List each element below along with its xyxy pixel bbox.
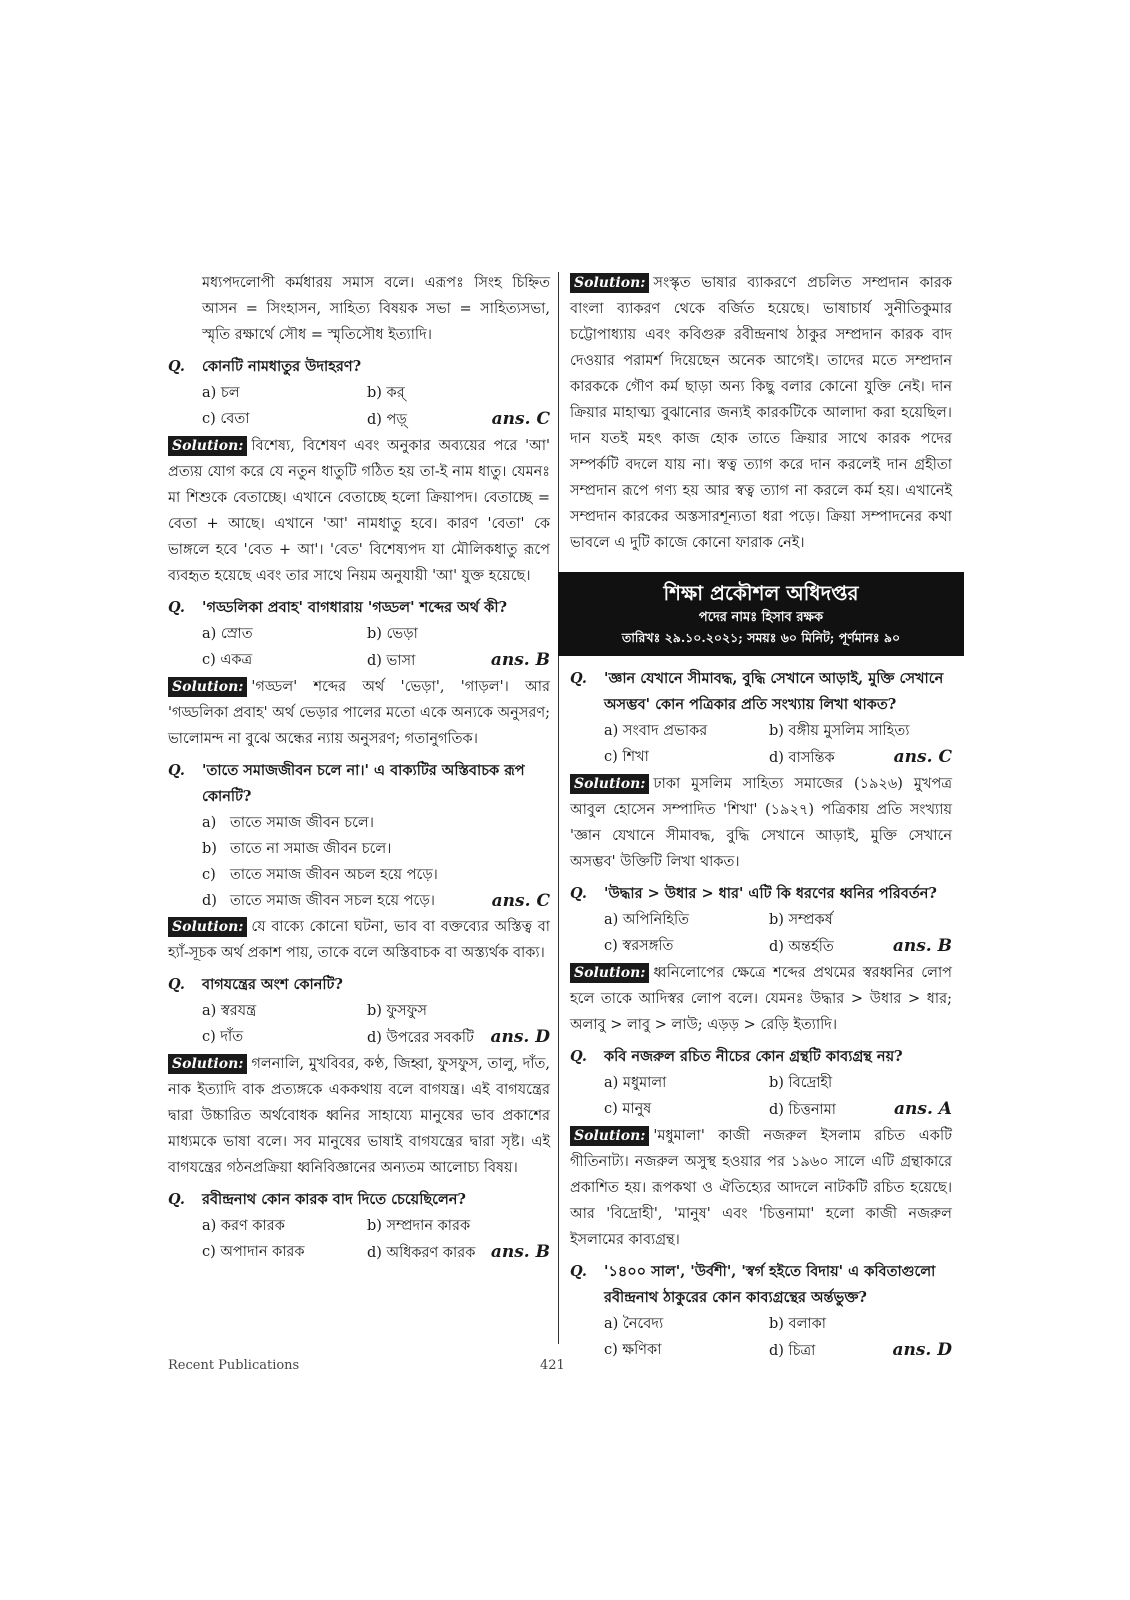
question-text: রবীন্দ্রনাথ কোন কারক বাদ দিতে চেয়েছিলেন? xyxy=(202,1191,466,1208)
option-text: তাতে না সমাজ জীবন চলে। xyxy=(230,841,392,857)
option-d-row xyxy=(769,744,952,771)
option-a: a) স্রোত xyxy=(202,626,253,642)
solution-badge: Solution: xyxy=(168,677,247,697)
option-d-row xyxy=(769,1337,952,1364)
solution-badge: Solution: xyxy=(570,774,649,794)
answer-label: ans. D xyxy=(490,1027,550,1047)
option-b: b) ভেড়া xyxy=(367,626,418,642)
question-text: 'গড্ডলিকা প্রবাহ' বাগধারায় 'গড্ডল' শব্দের অর্থ কী? xyxy=(202,599,507,616)
solution-badge: Solution: xyxy=(168,917,247,937)
options-q4 xyxy=(168,998,550,1051)
option-a: a) স্বরযন্ত্র xyxy=(202,1003,257,1019)
option-c: c) ক্ষণিকা xyxy=(604,1342,662,1358)
solution-q4 xyxy=(168,1051,550,1181)
option-a: a) চল xyxy=(202,385,240,401)
answer-label: ans. A xyxy=(894,1099,952,1119)
solution-text: বিশেষ্য, বিশেষণ এবং অনুকার অব্যয়ের পরে 'আ' প্রত্যয় যোগ করে যে নতুন ধাতুটি গঠিত হয় তা-ই নাম ধাতু। যেমনঃ মা শিশুকে বেতাচ্ছে। এখানে বেতাচ্ছে হলো ক্রিয়াপদ। বেতাচ্ছে = বেতা + আছে। এখানে 'আ' নামধাতু হবে। কারণ 'বেতা' কে ভাঙ্গলে হবে 'বেত + আ'। 'বেত' বিশেষ্যপদ যা মৌলিকধাতু রূপে ব্যবহৃত হয়েছে এবং তার সাথে নিয়ম অনুযায়ী 'আ' যুক্ত হয়েছে। xyxy=(168,438,550,584)
question-text: 'তাতে সমাজজীবন চলে না।' এ বাক্যটির অস্তিবাচক রূপ কোনটি? xyxy=(202,762,525,805)
question-marker: Q. xyxy=(168,1191,185,1208)
answer-label: ans. D xyxy=(892,1340,952,1360)
option-b xyxy=(202,836,550,862)
solution-badge: Solution: xyxy=(570,963,649,983)
option-c: c) একত্র xyxy=(202,652,253,668)
options-q6 xyxy=(570,718,952,771)
solution-q5 xyxy=(570,270,952,556)
solution-text: 'মধুমালা' কাজী নজরুল ইসলাম রচিত একটি গীতিনাট্য। নজরুল অসুস্থ হওয়ার পর ১৯৬০ সালে এটি গ্রন্থাকারে প্রকাশিত হয়। রূপকথা ও ঐতিহ্যের আদলে নাটকটি রচিত হয়েছে। আর 'বিদ্রোহী', 'মানুষ' এবং 'চিত্তনামা' হলো কাজী নজরুল ইসলামের কাব্যগ্রন্থ। xyxy=(570,1128,952,1248)
solution-text: যে বাক্যে কোনো ঘটনা, ভাব বা বক্তব্যের অস্তিত্ব বা হ্যাঁ-সূচক অর্থ প্রকাশ পায়, তাকে বলে অস্তিবাচক বা অস্ত্যর্থক বাক্য। xyxy=(168,919,550,961)
solution-q2 xyxy=(168,674,550,752)
solution-badge: Solution: xyxy=(168,1054,247,1074)
banner-title: শিক্ষা প্রকৌশল অধিদপ্তর xyxy=(663,581,859,605)
option-a xyxy=(202,810,550,836)
question-text: কবি নজরুল রচিত নীচের কোন গ্রন্থটি কাব্যগ্রন্থ নয়? xyxy=(604,1048,903,1065)
answer-label: ans. C xyxy=(491,891,550,911)
question-marker: Q. xyxy=(168,358,185,375)
solution-q3 xyxy=(168,914,550,966)
option-letter: a) xyxy=(202,815,217,831)
solution-q1 xyxy=(168,433,550,589)
option-a: a) সংবাদ প্রভাকর xyxy=(604,723,708,739)
option-b: b) সম্প্রকর্ষ xyxy=(769,912,833,928)
solution-text: সংস্কৃত ভাষার ব্যাকরণে প্রচলিত সম্প্রদান কারক বাংলা ব্যাকরণ থেকে বর্জিত হয়েছে। ভাষাচার্য সুনীতিকুমার চট্টোপাধ্যায় এবং কবিগুরু রবীন্দ্রনাথ ঠাকুর সম্প্রদান কারক বাদ দেওয়ার পরামর্শ দিয়েছেন অনেক আগেই। তাদের মতে সম্প্রদান কারককে গৌণ কর্ম ছাড়া অন্য কিছু বলার কোনো যুক্তি নেই। দান ক্রিয়ার মাহাত্ম্য বুঝানোর জন্যই কারকটিকে আলাদা করা হয়েছিল। দান যতই মহৎ কাজ হোক তাতে ক্রিয়ার সাথে কারক পদের সম্পর্কটি বদলে যায় না। স্বত্ব ত্যাগ করে দান করলেই দান গ্রহীতা সম্প্রদান রূপে গণ্য হয় আর স্বত্ব ত্যাগ না করলে কর্ম হয়। এখানেই সম্প্রদান কারকের অস্তসারশূন্যতা ধরা পড়ে। ক্রিয়া সম্পাদনের কথা ভাবলে এ দুটি কাজে কোনো ফারাক নেই। xyxy=(570,275,952,551)
solution-text: গলনালি, মুখবিবর, কণ্ঠ, জিহ্বা, ফুসফুস, তালু, দাঁত, নাক ইত্যাদি বাক প্রত্যঙ্গকে এককথায় বলে বাগযন্ত্র। এই বাগযন্ত্রের দ্বারা উচ্চারিত অর্থবোধক ধ্বনির সাহায্যে মানুষের ভাব প্রকাশের মাধ্যমকে ভাষা বলে। সব মানুষের ভাষাই বাগযন্ত্রের দ্বারা সৃষ্ট। এই বাগযন্ত্রের গঠনপ্রক্রিয়া ধ্বনিবিজ্ঞানের অন্যতম আলোচ্য বিষয়। xyxy=(168,1056,550,1176)
column-divider xyxy=(558,272,559,1344)
option-b: b) ফুসফুস xyxy=(367,1003,427,1019)
option-d-row xyxy=(769,933,952,960)
option-c: c) দাঁত xyxy=(202,1029,244,1045)
option-d: d) অন্তর্হতি xyxy=(769,939,834,955)
answer-label: ans. B xyxy=(490,1242,550,1262)
option-d: d) উপরের সবকটি xyxy=(367,1030,474,1046)
question-text: কোনটি নামধাতুর উদাহরণ? xyxy=(202,358,362,375)
option-letter: d) xyxy=(202,893,217,909)
solution-badge: Solution: xyxy=(570,273,649,293)
option-b: b) বঙ্গীয় মুসলিম সাহিত্য xyxy=(769,723,910,739)
option-d: d) বাসন্তিক xyxy=(769,750,835,766)
option-d: d) চিত্রা xyxy=(769,1343,816,1359)
question-6 xyxy=(570,666,952,718)
option-letter: b) xyxy=(202,841,217,857)
solution-q8 xyxy=(570,1123,952,1253)
option-c: c) বেতা xyxy=(202,411,250,427)
options-q3 xyxy=(168,810,550,914)
question-marker: Q. xyxy=(570,885,587,902)
solution-q6 xyxy=(570,771,952,875)
banner-meta: তারিখঃ ২৯.১০.২০২১; সময়ঃ ৬০ মিনিট; পূর্ণমানঃ ৯০ xyxy=(621,630,901,645)
options-q8 xyxy=(570,1070,952,1123)
question-marker: Q. xyxy=(168,599,185,616)
question-marker: Q. xyxy=(570,1263,587,1280)
question-3 xyxy=(168,758,550,810)
question-marker: Q. xyxy=(168,976,185,993)
solution-badge: Solution: xyxy=(570,1126,649,1146)
option-d: d) ভাসা xyxy=(367,653,416,669)
question-8 xyxy=(570,1044,952,1070)
option-a: a) নৈবেদ্য xyxy=(604,1316,664,1332)
options-q9 xyxy=(570,1311,952,1364)
question-text: 'জ্ঞান যেখানে সীমাবদ্ধ, বুদ্ধি সেখানে আড়াই, মুক্তি সেখানে অসম্ভব' কোন পত্রিকার প্রতি সংখ্যায় লিখা থাকত? xyxy=(604,670,944,713)
option-c xyxy=(202,862,550,888)
right-column xyxy=(570,270,952,1364)
option-b: b) বিদ্রোহী xyxy=(769,1075,833,1091)
option-d-row xyxy=(367,647,550,674)
option-b: b) কর্ xyxy=(367,385,405,401)
question-marker: Q. xyxy=(570,1048,587,1065)
option-d-row xyxy=(367,1024,550,1051)
solution-text: ঢাকা মুসলিম সাহিত্য সমাজের (১৯২৬) মুখপত্র আবুল হোসেন সম্পাদিত 'শিখা' (১৯২৭) পত্রিকায় প্রতি সংখ্যায় 'জ্ঞান যেখানে সীমাবদ্ধ, বুদ্ধি সেখানে আড়াই, মুক্তি সেখানে অসম্ভব' উক্তিটি লিখা থাকত। xyxy=(570,776,952,870)
exam-banner xyxy=(558,572,964,656)
question-4 xyxy=(168,972,550,998)
option-c: c) অপাদান কারক xyxy=(202,1244,305,1260)
question-marker: Q. xyxy=(168,762,185,779)
option-d: d) পড়্ xyxy=(367,412,407,428)
option-d-row xyxy=(367,406,550,433)
question-text: বাগযন্ত্রের অংশ কোনটি? xyxy=(202,976,343,993)
options-q1 xyxy=(168,380,550,433)
options-q7 xyxy=(570,907,952,960)
question-1 xyxy=(168,354,550,380)
question-text: 'উদ্ধার > উধার > ধার' এটি কি ধরণের ধ্বনির পরিবর্তন? xyxy=(604,885,937,902)
solution-text: 'গড্ডল' শব্দের অর্থ 'ভেড়া', 'গাড়ল'। আর 'গড্ডলিকা প্রবাহ' অর্থ ভেড়ার পালের মতো একে অন্যকে অনুসরণ; ভালোমন্দ না বুঝে অন্ধের ন্যায় অনুসরণ; গতানুগতিক। xyxy=(168,679,550,747)
solution-badge: Solution: xyxy=(168,436,247,456)
question-9 xyxy=(570,1259,952,1311)
options-q2 xyxy=(168,621,550,674)
answer-label: ans. B xyxy=(490,650,550,670)
option-b: b) সম্প্রদান কারক xyxy=(367,1218,471,1234)
option-c: c) মানুষ xyxy=(604,1101,652,1117)
question-marker: Q. xyxy=(570,670,587,687)
question-7 xyxy=(570,881,952,907)
option-d xyxy=(202,888,550,914)
option-text: তাতে সমাজ জীবন সচল হয়ে পড়ে। xyxy=(230,893,435,909)
question-5 xyxy=(168,1187,550,1213)
option-c: c) স্বরসঙ্গতি xyxy=(604,938,674,954)
option-a: a) মধুমালা xyxy=(604,1075,667,1091)
question-text: '১৪০০ সাল', 'উর্বশী', 'স্বর্গ হইতে বিদায়' এ কবিতাগুলো রবীন্দ্রনাথ ঠাকুরের কোন কাব্যগ্রন্থের অর্ন্তভুক্ত? xyxy=(604,1263,936,1306)
option-a: a) অপিনিহিতি xyxy=(604,912,690,928)
option-a: a) করণ কারক xyxy=(202,1218,285,1234)
option-text: তাতে সমাজ জীবন চলে। xyxy=(230,815,374,831)
banner-post: পদের নামঃ হিসাব রক্ষক xyxy=(698,610,824,625)
option-b: b) বলাকা xyxy=(769,1316,826,1332)
options-q5 xyxy=(168,1213,550,1266)
footer-publisher: Recent Publications xyxy=(168,1358,300,1373)
intro-paragraph: মধ্যপদলোপী কর্মধারয় সমাস বলে। এরূপঃ সিংহ চিহ্নিত আসন = সিংহাসন, সাহিত্য বিষয়ক সভা = সাহিত্যসভা, স্মৃতি রক্ষার্থে সৌধ = স্মৃতিসৌধ ইত্যাদি। xyxy=(202,275,550,343)
answer-label: ans. B xyxy=(892,936,952,956)
option-d: d) চিত্তনামা xyxy=(769,1102,837,1118)
answer-label: ans. C xyxy=(893,747,952,767)
option-d-row xyxy=(769,1096,952,1123)
solution-text: ধ্বনিলোপের ক্ষেত্রে শব্দের প্রথমের স্বরধ্বনির লোপ হলে তাকে আদিস্বর লোপ বলে। যেমনঃ উদ্ধার > উধার > ধার; অলাবু > লাবু > লাউ; এড়ড় > রেড়ি ইত্যাদি। xyxy=(570,965,952,1033)
option-d-row xyxy=(367,1239,550,1266)
option-text: তাতে সমাজ জীবন অচল হয়ে পড়ে। xyxy=(230,867,438,883)
solution-q7 xyxy=(570,960,952,1038)
answer-label: ans. C xyxy=(491,409,550,429)
page-number: 421 xyxy=(540,1358,565,1373)
option-letter: c) xyxy=(202,867,216,883)
left-column xyxy=(168,270,550,1266)
question-2 xyxy=(168,595,550,621)
option-c: c) শিখা xyxy=(604,749,649,765)
option-d: d) অধিকরণ কারক xyxy=(367,1245,476,1261)
